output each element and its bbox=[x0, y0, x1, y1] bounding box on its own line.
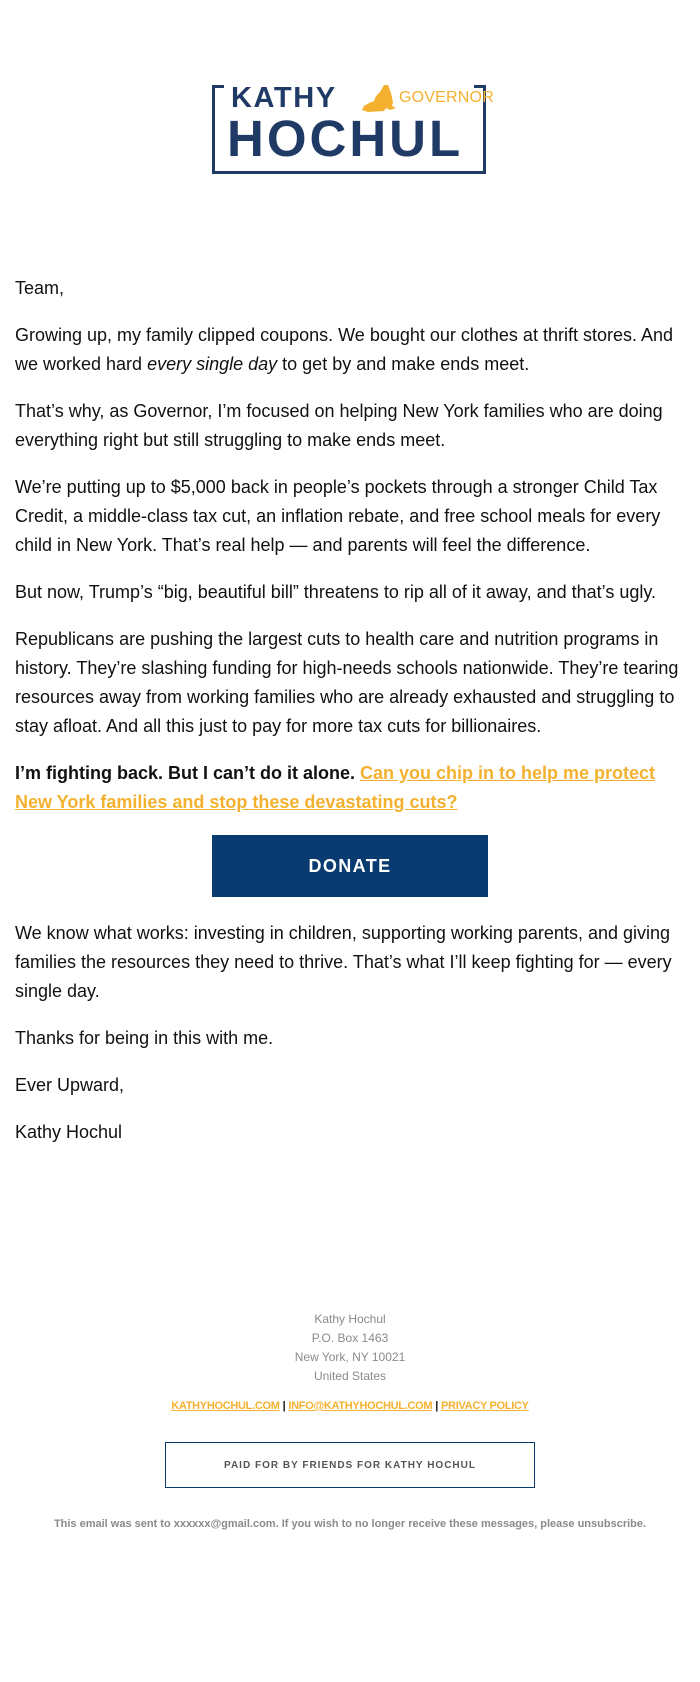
paragraph-thanks: Thanks for being in this with me. bbox=[15, 1028, 274, 1048]
paid-for-disclaimer: PAID FOR BY FRIENDS FOR KATHY HOCHUL bbox=[165, 1442, 535, 1488]
logo-role-label: GOVERNOR bbox=[399, 89, 494, 106]
paragraph-cuts: Republicans are pushing the largest cuts to health care and nutrition programs in history. They’re slashing funding for high-needs schools nationwide. They’re tearing resources away from working families who are already exhausted and struggling to stay afloat. And all this just to pay for more tax cuts for billionaires. bbox=[15, 629, 679, 736]
privacy-policy-link[interactable]: PRIVACY POLICY bbox=[441, 1400, 529, 1412]
paragraph-upbringing-end: to get by and make ends meet. bbox=[277, 354, 530, 374]
donate-button[interactable]: DONATE bbox=[212, 835, 488, 897]
address-line: Kathy Hochul bbox=[314, 1312, 386, 1326]
logo-frame-corner-right bbox=[474, 85, 486, 88]
email-footer bbox=[0, 1310, 700, 1530]
contact-email-link[interactable]: INFO@KATHYHOCHUL.COM bbox=[288, 1400, 433, 1412]
link-separator: | bbox=[282, 1400, 286, 1412]
address-line: New York, NY 10021 bbox=[294, 1350, 406, 1364]
signature: Kathy Hochul bbox=[15, 1122, 123, 1142]
logo-last-name: HOCHUL bbox=[227, 110, 464, 167]
call-to-action bbox=[15, 759, 685, 817]
link-separator: | bbox=[435, 1400, 439, 1412]
paragraph-threat: But now, Trump’s “big, beautiful bill” threatens to rip all of it away, and that’s ugly. bbox=[15, 582, 657, 602]
unsubscribe-notice: This email was sent to xxxxxx@gmail.com. If you wish to no longer receive these messages, please unsubscribe. bbox=[53, 1518, 647, 1530]
paragraph-upbringing-emphasis: every single day bbox=[147, 354, 278, 374]
campaign-logo bbox=[212, 82, 494, 174]
sign-off: Ever Upward, bbox=[15, 1075, 125, 1095]
paragraph-upbringing-start: Growing up, my family clipped coupons. We bought our clothes at thrift stores. And we worked hard bbox=[15, 325, 674, 374]
greeting: Team, bbox=[15, 278, 65, 298]
paragraph-focus: That’s why, as Governor, I’m focused on helping New York families who are doing everything right but still struggling to make ends meet. bbox=[15, 401, 663, 450]
paragraph-what-works: We know what works: investing in children, supporting working parents, and giving families the resources they need to thrive. That’s what I’ll keep fighting for — every single day. bbox=[15, 923, 672, 1001]
mailing-address bbox=[0, 1310, 700, 1386]
address-line: United States bbox=[313, 1369, 387, 1383]
logo-frame-corner-left bbox=[212, 85, 224, 88]
paragraph-upbringing bbox=[15, 321, 685, 379]
footer-links bbox=[0, 1400, 700, 1412]
logo-first-name: KATHY bbox=[231, 82, 337, 114]
cta-lead-text: I’m fighting back. But I can’t do it alone. bbox=[15, 763, 356, 783]
chip-in-link[interactable]: Can you chip in to help me protect New York families and stop these devastating cuts? bbox=[15, 763, 656, 812]
donate-button-row bbox=[15, 835, 685, 897]
paragraph-policies: We’re putting up to $5,000 back in people’s pockets through a stronger Child Tax Credit, a middle-class tax cut, an inflation rebate, and free school meals for every child in New York. That’s real help — and parents will feel the difference. bbox=[15, 477, 661, 555]
email-body bbox=[15, 274, 685, 1165]
address-line: P.O. Box 1463 bbox=[311, 1331, 389, 1345]
website-link[interactable]: KATHYHOCHUL.COM bbox=[171, 1400, 280, 1412]
